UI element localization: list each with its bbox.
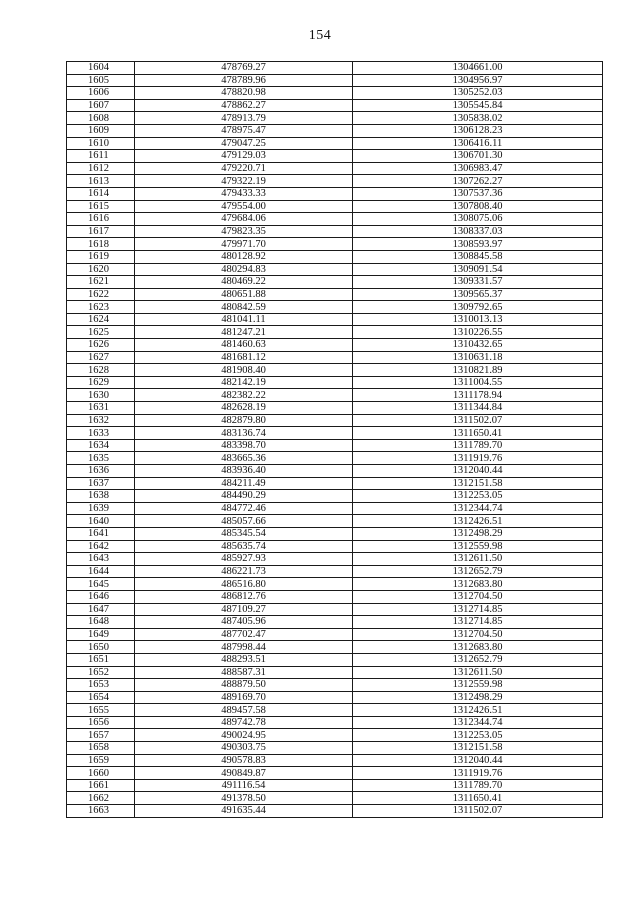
- x-coordinate-cell: 487702.47: [135, 628, 353, 641]
- y-coordinate-cell: 1312683.80: [353, 578, 603, 591]
- y-coordinate-cell: 1312040.44: [353, 754, 603, 767]
- table-row: [67, 62, 603, 75]
- point-number-cell: 1612: [67, 162, 135, 175]
- table-row: [67, 805, 603, 818]
- point-number-cell: 1657: [67, 729, 135, 742]
- y-coordinate-cell: 1306128.23: [353, 124, 603, 137]
- y-coordinate-cell: 1312704.50: [353, 590, 603, 603]
- table-row: [67, 553, 603, 566]
- y-coordinate-cell: 1312498.29: [353, 691, 603, 704]
- point-number-cell: 1626: [67, 339, 135, 352]
- table-row: [67, 742, 603, 755]
- table-row: [67, 326, 603, 339]
- table-row: [67, 779, 603, 792]
- x-coordinate-cell: 488587.31: [135, 666, 353, 679]
- table-row: [67, 112, 603, 125]
- y-coordinate-cell: 1307537.36: [353, 187, 603, 200]
- table-row: [67, 364, 603, 377]
- x-coordinate-cell: 487998.44: [135, 641, 353, 654]
- table-row: [67, 74, 603, 87]
- table-row: [67, 137, 603, 150]
- y-coordinate-cell: 1312559.98: [353, 679, 603, 692]
- point-number-cell: 1642: [67, 540, 135, 553]
- x-coordinate-cell: 479322.19: [135, 175, 353, 188]
- x-coordinate-cell: 478769.27: [135, 62, 353, 75]
- table-row: [67, 351, 603, 364]
- x-coordinate-cell: 483136.74: [135, 427, 353, 440]
- table-row: [67, 565, 603, 578]
- y-coordinate-cell: 1308845.58: [353, 250, 603, 263]
- table-row: [67, 616, 603, 629]
- point-number-cell: 1624: [67, 313, 135, 326]
- point-number-cell: 1611: [67, 150, 135, 163]
- table-row: [67, 150, 603, 163]
- page-number: 154: [308, 28, 332, 43]
- table-row: [67, 339, 603, 352]
- x-coordinate-cell: 481460.63: [135, 339, 353, 352]
- y-coordinate-cell: 1312683.80: [353, 641, 603, 654]
- table-row: [67, 427, 603, 440]
- point-number-cell: 1638: [67, 490, 135, 503]
- y-coordinate-cell: 1312652.79: [353, 653, 603, 666]
- point-number-cell: 1651: [67, 653, 135, 666]
- point-number-cell: 1649: [67, 628, 135, 641]
- table-row: [67, 603, 603, 616]
- x-coordinate-cell: 490849.87: [135, 767, 353, 780]
- point-number-cell: 1627: [67, 351, 135, 364]
- point-number-cell: 1659: [67, 754, 135, 767]
- x-coordinate-cell: 481908.40: [135, 364, 353, 377]
- point-number-cell: 1615: [67, 200, 135, 213]
- table-row: [67, 301, 603, 314]
- point-number-cell: 1660: [67, 767, 135, 780]
- point-number-cell: 1637: [67, 477, 135, 490]
- point-number-cell: 1655: [67, 704, 135, 717]
- y-coordinate-cell: 1311502.07: [353, 805, 603, 818]
- y-coordinate-cell: 1310013.13: [353, 313, 603, 326]
- x-coordinate-cell: 482142.19: [135, 376, 353, 389]
- y-coordinate-cell: 1312151.58: [353, 742, 603, 755]
- y-coordinate-cell: 1312652.79: [353, 565, 603, 578]
- table-row: [67, 175, 603, 188]
- point-number-cell: 1634: [67, 439, 135, 452]
- y-coordinate-cell: 1310432.65: [353, 339, 603, 352]
- x-coordinate-cell: 479047.25: [135, 137, 353, 150]
- y-coordinate-cell: 1312426.51: [353, 704, 603, 717]
- y-coordinate-cell: 1304956.97: [353, 74, 603, 87]
- table-row: [67, 527, 603, 540]
- x-coordinate-cell: 479433.33: [135, 187, 353, 200]
- x-coordinate-cell: 489457.58: [135, 704, 353, 717]
- y-coordinate-cell: 1311650.41: [353, 792, 603, 805]
- y-coordinate-cell: 1312704.50: [353, 628, 603, 641]
- x-coordinate-cell: 489742.78: [135, 716, 353, 729]
- x-coordinate-cell: 479684.06: [135, 213, 353, 226]
- table-row: [67, 477, 603, 490]
- y-coordinate-cell: 1309565.37: [353, 288, 603, 301]
- x-coordinate-cell: 485927.93: [135, 553, 353, 566]
- y-coordinate-cell: 1311789.70: [353, 779, 603, 792]
- x-coordinate-cell: 481041.11: [135, 313, 353, 326]
- x-coordinate-cell: 482382.22: [135, 389, 353, 402]
- x-coordinate-cell: 490024.95: [135, 729, 353, 742]
- y-coordinate-cell: 1310226.55: [353, 326, 603, 339]
- y-coordinate-cell: 1312040.44: [353, 465, 603, 478]
- point-number-cell: 1620: [67, 263, 135, 276]
- point-number-cell: 1628: [67, 364, 135, 377]
- y-coordinate-cell: 1312611.50: [353, 666, 603, 679]
- point-number-cell: 1622: [67, 288, 135, 301]
- table-row: [67, 704, 603, 717]
- table-row: [67, 515, 603, 528]
- point-number-cell: 1646: [67, 590, 135, 603]
- x-coordinate-cell: 480651.88: [135, 288, 353, 301]
- point-number-cell: 1639: [67, 502, 135, 515]
- x-coordinate-cell: 491635.44: [135, 805, 353, 818]
- point-number-cell: 1631: [67, 402, 135, 415]
- coordinates-table-body: [67, 62, 603, 818]
- table-row: [67, 490, 603, 503]
- table-row: [67, 754, 603, 767]
- point-number-cell: 1652: [67, 666, 135, 679]
- x-coordinate-cell: 487405.96: [135, 616, 353, 629]
- y-coordinate-cell: 1312714.85: [353, 616, 603, 629]
- x-coordinate-cell: 485345.54: [135, 527, 353, 540]
- y-coordinate-cell: 1306983.47: [353, 162, 603, 175]
- table-row: [67, 590, 603, 603]
- y-coordinate-cell: 1310821.89: [353, 364, 603, 377]
- y-coordinate-cell: 1312559.98: [353, 540, 603, 553]
- point-number-cell: 1609: [67, 124, 135, 137]
- x-coordinate-cell: 491378.50: [135, 792, 353, 805]
- x-coordinate-cell: 482628.19: [135, 402, 353, 415]
- point-number-cell: 1614: [67, 187, 135, 200]
- point-number-cell: 1621: [67, 276, 135, 289]
- x-coordinate-cell: 478913.79: [135, 112, 353, 125]
- table-row: [67, 313, 603, 326]
- point-number-cell: 1625: [67, 326, 135, 339]
- table-row: [67, 200, 603, 213]
- y-coordinate-cell: 1312611.50: [353, 553, 603, 566]
- x-coordinate-cell: 478975.47: [135, 124, 353, 137]
- x-coordinate-cell: 480128.92: [135, 250, 353, 263]
- x-coordinate-cell: 484772.46: [135, 502, 353, 515]
- point-number-cell: 1641: [67, 527, 135, 540]
- x-coordinate-cell: 479129.03: [135, 150, 353, 163]
- point-number-cell: 1658: [67, 742, 135, 755]
- x-coordinate-cell: 491116.54: [135, 779, 353, 792]
- y-coordinate-cell: 1312151.58: [353, 477, 603, 490]
- point-number-cell: 1630: [67, 389, 135, 402]
- point-number-cell: 1606: [67, 87, 135, 100]
- y-coordinate-cell: 1305252.03: [353, 87, 603, 100]
- table-row: [67, 439, 603, 452]
- x-coordinate-cell: 481247.21: [135, 326, 353, 339]
- table-row: [67, 389, 603, 402]
- table-row: [67, 729, 603, 742]
- table-row: [67, 87, 603, 100]
- x-coordinate-cell: 483936.40: [135, 465, 353, 478]
- table-row: [67, 792, 603, 805]
- x-coordinate-cell: 490578.83: [135, 754, 353, 767]
- point-number-cell: 1623: [67, 301, 135, 314]
- point-number-cell: 1632: [67, 414, 135, 427]
- point-number-cell: 1636: [67, 465, 135, 478]
- y-coordinate-cell: 1311178.94: [353, 389, 603, 402]
- table-row: [67, 666, 603, 679]
- point-number-cell: 1644: [67, 565, 135, 578]
- point-number-cell: 1616: [67, 213, 135, 226]
- y-coordinate-cell: 1312344.74: [353, 502, 603, 515]
- x-coordinate-cell: 479220.71: [135, 162, 353, 175]
- point-number-cell: 1613: [67, 175, 135, 188]
- table-row: [67, 679, 603, 692]
- table-row: [67, 641, 603, 654]
- table-row: [67, 540, 603, 553]
- y-coordinate-cell: 1305838.02: [353, 112, 603, 125]
- x-coordinate-cell: 486812.76: [135, 590, 353, 603]
- x-coordinate-cell: 485635.74: [135, 540, 353, 553]
- point-number-cell: 1645: [67, 578, 135, 591]
- y-coordinate-cell: 1311789.70: [353, 439, 603, 452]
- table-row: [67, 402, 603, 415]
- table-row: [67, 276, 603, 289]
- x-coordinate-cell: 486516.80: [135, 578, 353, 591]
- x-coordinate-cell: 478789.96: [135, 74, 353, 87]
- point-number-cell: 1653: [67, 679, 135, 692]
- point-number-cell: 1640: [67, 515, 135, 528]
- coordinates-table: [66, 61, 603, 818]
- table-row: [67, 767, 603, 780]
- x-coordinate-cell: 485057.66: [135, 515, 353, 528]
- y-coordinate-cell: 1311344.84: [353, 402, 603, 415]
- point-number-cell: 1617: [67, 225, 135, 238]
- table-row: [67, 414, 603, 427]
- table-row: [67, 653, 603, 666]
- y-coordinate-cell: 1311919.76: [353, 452, 603, 465]
- point-number-cell: 1648: [67, 616, 135, 629]
- point-number-cell: 1650: [67, 641, 135, 654]
- point-number-cell: 1633: [67, 427, 135, 440]
- y-coordinate-cell: 1305545.84: [353, 99, 603, 112]
- y-coordinate-cell: 1311502.07: [353, 414, 603, 427]
- table-row: [67, 250, 603, 263]
- point-number-cell: 1629: [67, 376, 135, 389]
- point-number-cell: 1608: [67, 112, 135, 125]
- y-coordinate-cell: 1308337.03: [353, 225, 603, 238]
- y-coordinate-cell: 1308075.06: [353, 213, 603, 226]
- table-row: [67, 716, 603, 729]
- x-coordinate-cell: 490303.75: [135, 742, 353, 755]
- table-row: [67, 288, 603, 301]
- table-row: [67, 465, 603, 478]
- x-coordinate-cell: 486221.73: [135, 565, 353, 578]
- y-coordinate-cell: 1312498.29: [353, 527, 603, 540]
- x-coordinate-cell: 480842.59: [135, 301, 353, 314]
- point-number-cell: 1643: [67, 553, 135, 566]
- y-coordinate-cell: 1306701.30: [353, 150, 603, 163]
- point-number-cell: 1635: [67, 452, 135, 465]
- table-row: [67, 187, 603, 200]
- x-coordinate-cell: 487109.27: [135, 603, 353, 616]
- y-coordinate-cell: 1309331.57: [353, 276, 603, 289]
- x-coordinate-cell: 479823.35: [135, 225, 353, 238]
- y-coordinate-cell: 1311004.55: [353, 376, 603, 389]
- point-number-cell: 1647: [67, 603, 135, 616]
- table-row: [67, 691, 603, 704]
- point-number-cell: 1618: [67, 238, 135, 251]
- table-row: [67, 376, 603, 389]
- x-coordinate-cell: 484490.29: [135, 490, 353, 503]
- table-row: [67, 238, 603, 251]
- x-coordinate-cell: 484211.49: [135, 477, 353, 490]
- x-coordinate-cell: 483665.36: [135, 452, 353, 465]
- table-row: [67, 452, 603, 465]
- y-coordinate-cell: 1304661.00: [353, 62, 603, 75]
- table-row: [67, 225, 603, 238]
- point-number-cell: 1654: [67, 691, 135, 704]
- y-coordinate-cell: 1312253.05: [353, 729, 603, 742]
- point-number-cell: 1663: [67, 805, 135, 818]
- y-coordinate-cell: 1309091.54: [353, 263, 603, 276]
- y-coordinate-cell: 1312426.51: [353, 515, 603, 528]
- x-coordinate-cell: 488879.50: [135, 679, 353, 692]
- x-coordinate-cell: 479971.70: [135, 238, 353, 251]
- point-number-cell: 1607: [67, 99, 135, 112]
- table-row: [67, 213, 603, 226]
- y-coordinate-cell: 1306416.11: [353, 137, 603, 150]
- x-coordinate-cell: 480294.83: [135, 263, 353, 276]
- y-coordinate-cell: 1307808.40: [353, 200, 603, 213]
- table-row: [67, 99, 603, 112]
- y-coordinate-cell: 1311919.76: [353, 767, 603, 780]
- point-number-cell: 1604: [67, 62, 135, 75]
- y-coordinate-cell: 1312344.74: [353, 716, 603, 729]
- x-coordinate-cell: 480469.22: [135, 276, 353, 289]
- table-row: [67, 162, 603, 175]
- y-coordinate-cell: 1311650.41: [353, 427, 603, 440]
- y-coordinate-cell: 1308593.97: [353, 238, 603, 251]
- y-coordinate-cell: 1307262.27: [353, 175, 603, 188]
- x-coordinate-cell: 479554.00: [135, 200, 353, 213]
- point-number-cell: 1662: [67, 792, 135, 805]
- x-coordinate-cell: 483398.70: [135, 439, 353, 452]
- x-coordinate-cell: 489169.70: [135, 691, 353, 704]
- point-number-cell: 1656: [67, 716, 135, 729]
- x-coordinate-cell: 482879.80: [135, 414, 353, 427]
- point-number-cell: 1605: [67, 74, 135, 87]
- table-row: [67, 502, 603, 515]
- y-coordinate-cell: 1309792.65: [353, 301, 603, 314]
- table-row: [67, 124, 603, 137]
- x-coordinate-cell: 478862.27: [135, 99, 353, 112]
- table-row: [67, 628, 603, 641]
- table-row: [67, 578, 603, 591]
- x-coordinate-cell: 478820.98: [135, 87, 353, 100]
- x-coordinate-cell: 488293.51: [135, 653, 353, 666]
- point-number-cell: 1661: [67, 779, 135, 792]
- y-coordinate-cell: 1310631.18: [353, 351, 603, 364]
- y-coordinate-cell: 1312253.05: [353, 490, 603, 503]
- x-coordinate-cell: 481681.12: [135, 351, 353, 364]
- point-number-cell: 1610: [67, 137, 135, 150]
- y-coordinate-cell: 1312714.85: [353, 603, 603, 616]
- point-number-cell: 1619: [67, 250, 135, 263]
- table-row: [67, 263, 603, 276]
